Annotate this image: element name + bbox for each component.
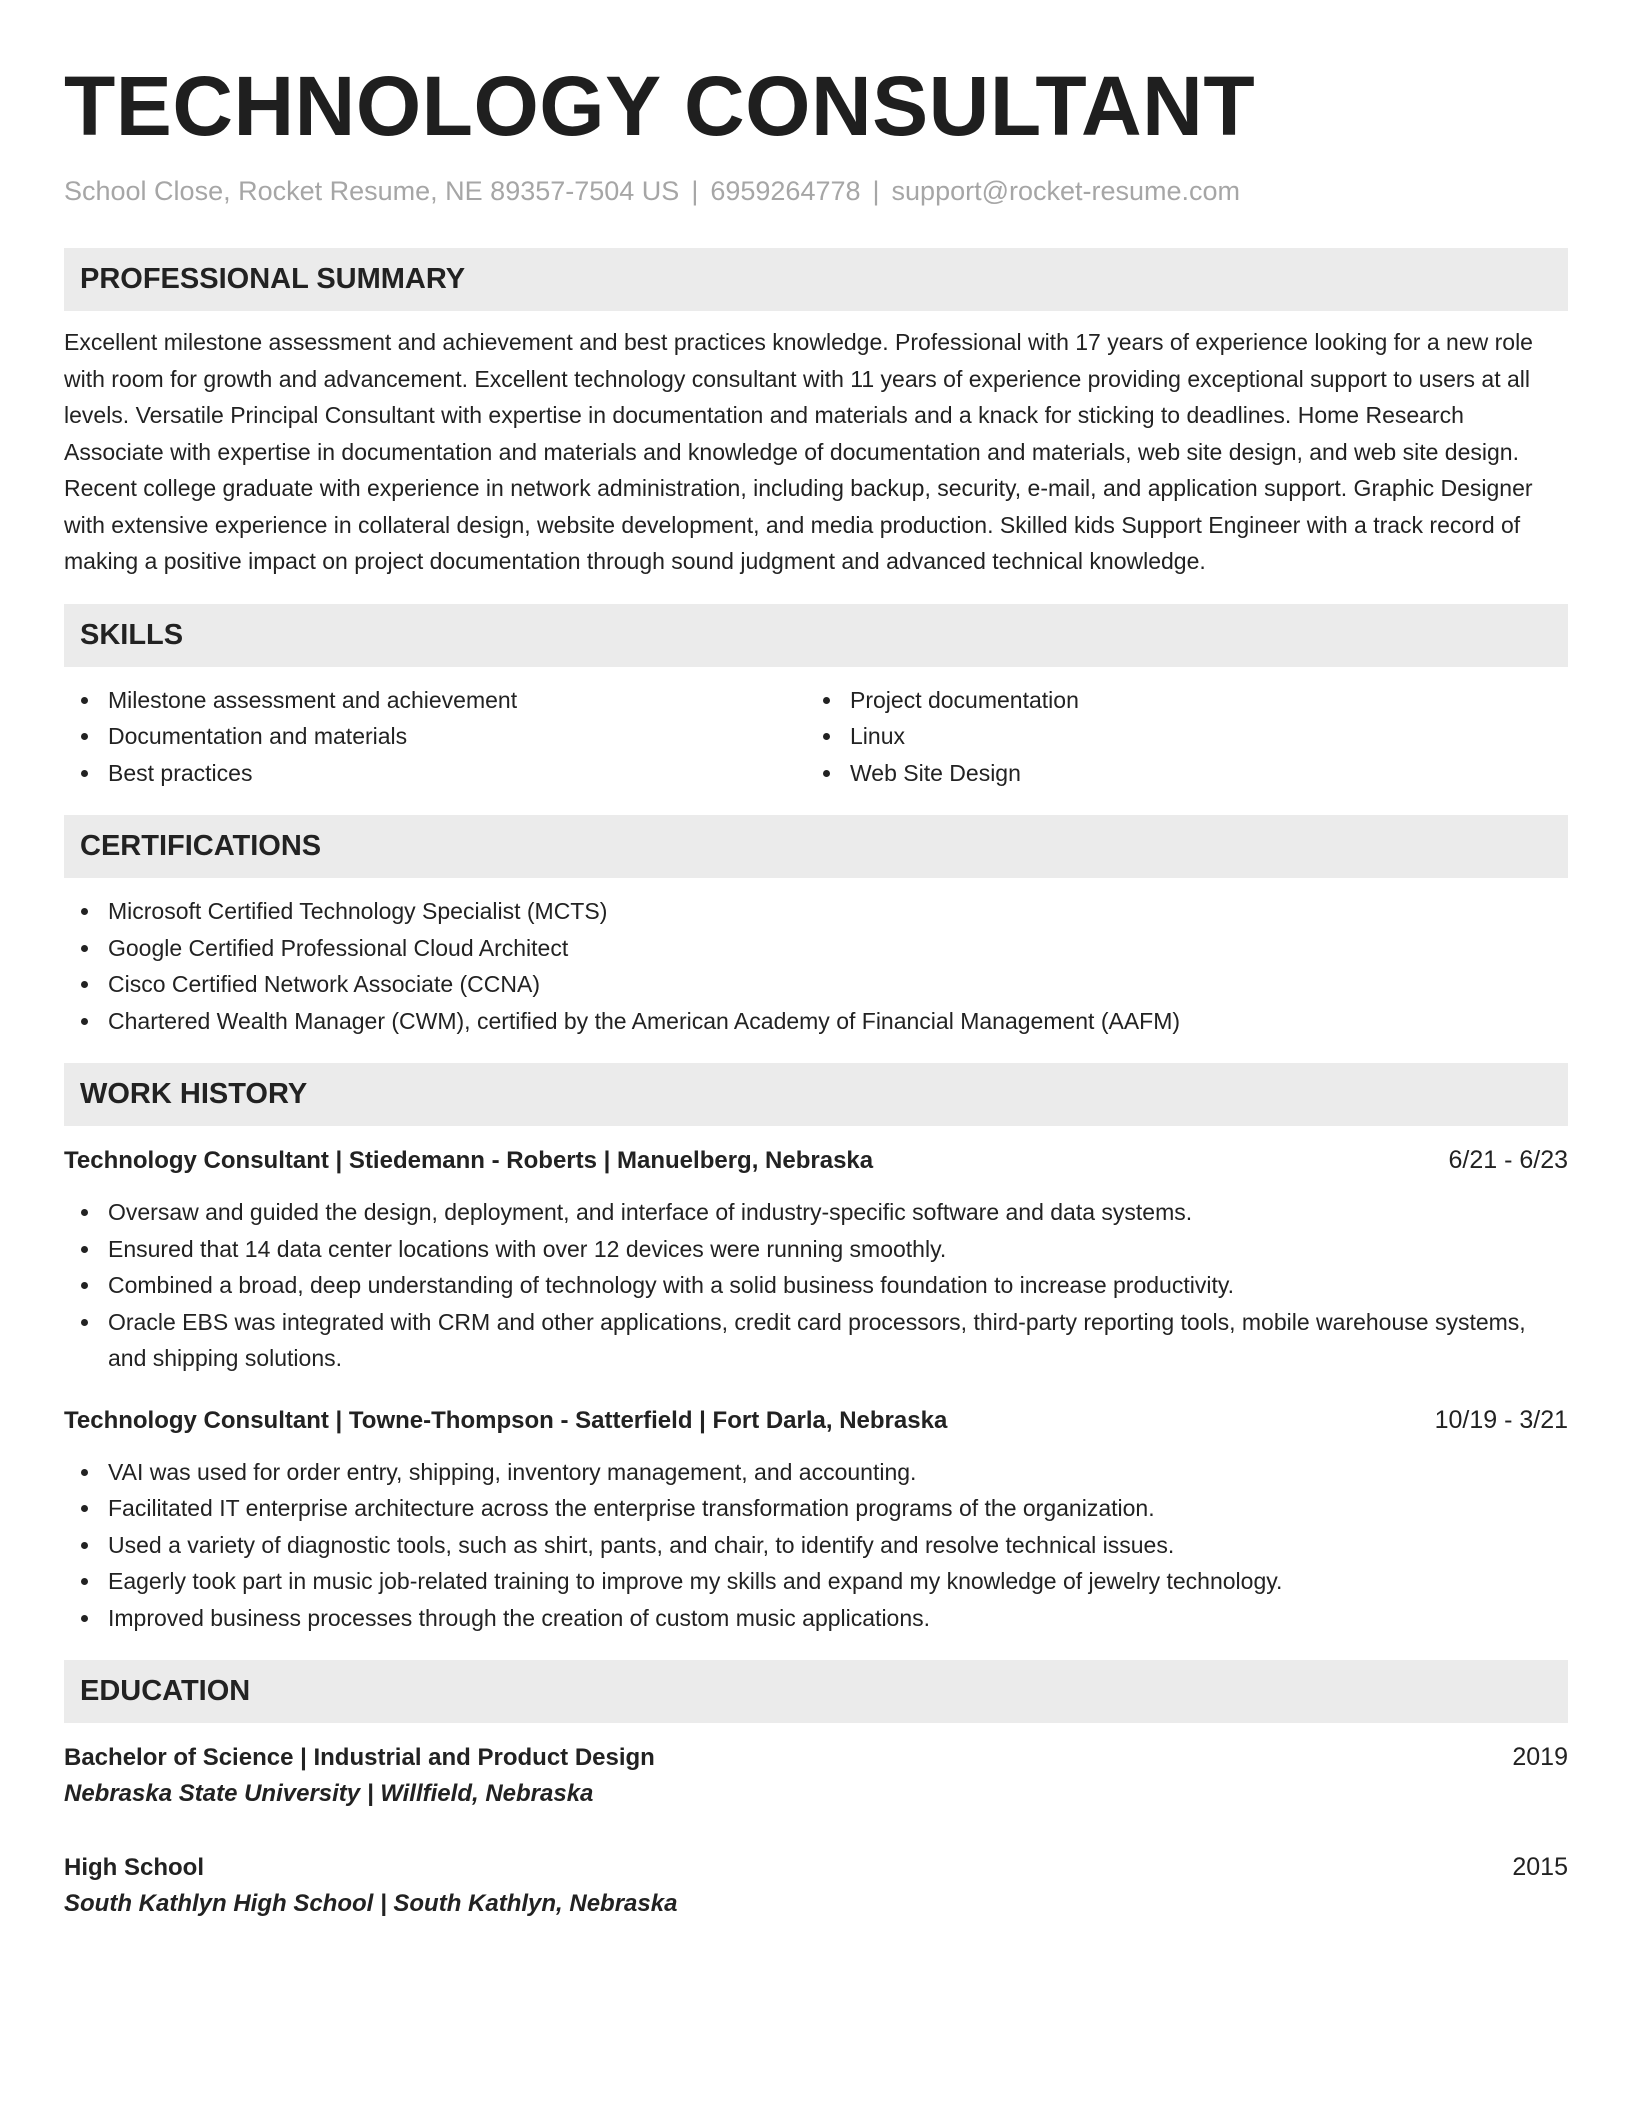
skill-item: Milestone assessment and achievement <box>64 682 806 719</box>
summary-text: Excellent milestone assessment and achievement and best practices knowledge. Professional with 17 years of experience looking for a new role with room for growth and advancement. Excellent technology consultant with 11 years of experience providing exceptional support to users at all levels. Versatile Principal Consultant with expertise in documentation and materials and a knack for sticking to deadlines. Home Research Associate with expertise in documentation and materials and knowledge of documentation and materials, web site design, and web site design. Recent college graduate with experience in network administration, including backup, security, e-mail, and application support. Graphic Designer with extensive experience in collateral design, website development, and media production. Skilled kids Support Engineer with a track record of making a positive impact on project documentation through sound judgment and advanced technical knowledge. <box>64 329 1533 574</box>
education-entry <box>64 1739 1568 1812</box>
skills-column-left <box>64 682 806 792</box>
job-bullet: VAI was used for order entry, shipping, inventory management, and accounting. <box>64 1454 1568 1491</box>
education-year: 2019 <box>1512 1743 1568 1771</box>
job-entry <box>64 1402 1568 1637</box>
certifications-list <box>64 893 1568 1039</box>
education-degree: High School <box>64 1854 204 1881</box>
certification-item: Google Certified Professional Cloud Architect <box>64 930 1568 967</box>
skills-column-right <box>806 682 1548 792</box>
contact-email: support@rocket-resume.com <box>891 176 1241 206</box>
job-header <box>64 1402 1568 1439</box>
section-heading-summary: PROFESSIONAL SUMMARY <box>64 248 1568 311</box>
job-bullets <box>64 1194 1568 1377</box>
job-bullet: Oversaw and guided the design, deployment, and interface of industry-specific software and data systems. <box>64 1194 1568 1231</box>
job-bullet: Combined a broad, deep understanding of technology with a solid business foundation to increase productivity. <box>64 1267 1568 1304</box>
section-heading-skills: SKILLS <box>64 604 1568 667</box>
contact-separator: | <box>872 176 880 206</box>
resume-name: TECHNOLOGY CONSULTANT <box>64 59 1256 153</box>
job-bullets <box>64 1454 1568 1637</box>
job-dates: 6/21 - 6/23 <box>1448 1146 1568 1174</box>
skill-item: Project documentation <box>806 682 1548 719</box>
certification-item: Microsoft Certified Technology Specialist (MCTS) <box>64 893 1568 930</box>
education-header <box>64 1739 1568 1776</box>
skill-item: Best practices <box>64 755 806 792</box>
education-degree: Bachelor of Science | Industrial and Product Design <box>64 1744 655 1771</box>
education-year: 2015 <box>1512 1853 1568 1881</box>
contact-address: School Close, Rocket Resume, NE 89357-7504 US <box>64 176 680 206</box>
certification-item: Cisco Certified Network Associate (CCNA) <box>64 966 1568 1003</box>
job-bullet: Oracle EBS was integrated with CRM and other applications, credit card processors, third-party reporting tools, mobile warehouse systems, and shipping solutions. <box>64 1304 1568 1377</box>
job-bullet: Facilitated IT enterprise architecture across the enterprise transformation programs of the organization. <box>64 1490 1568 1527</box>
job-bullet: Improved business processes through the creation of custom music applications. <box>64 1600 1568 1637</box>
job-dates: 10/19 - 3/21 <box>1434 1405 1568 1434</box>
contact-phone: 6959264778 <box>710 176 861 206</box>
certification-item: Chartered Wealth Manager (CWM), certified by the American Academy of Financial Management (AAFM) <box>64 1003 1568 1040</box>
education-entry <box>64 1849 1568 1922</box>
job-title: Technology Consultant | Stiedemann - Roberts | Manuelberg, Nebraska <box>64 1147 874 1174</box>
contact-line <box>64 174 1568 208</box>
job-bullet: Eagerly took part in music job-related training to improve my skills and expand my knowledge of jewelry technology. <box>64 1563 1568 1600</box>
contact-separator: | <box>691 176 699 206</box>
skills-list <box>64 682 1568 792</box>
job-header <box>64 1142 1568 1179</box>
education-school: South Kathlyn High School | South Kathlyn, Nebraska <box>64 1890 678 1917</box>
education-school: Nebraska State University | Willfield, Nebraska <box>64 1780 594 1807</box>
section-heading-education: EDUCATION <box>64 1660 1568 1723</box>
job-title: Technology Consultant | Towne-Thompson - Satterfield | Fort Darla, Nebraska <box>64 1406 948 1434</box>
section-heading-certifications: CERTIFICATIONS <box>64 815 1568 878</box>
job-entry <box>64 1142 1568 1377</box>
skill-item: Linux <box>806 718 1548 755</box>
job-bullet: Ensured that 14 data center locations with over 12 devices were running smoothly. <box>64 1231 1568 1268</box>
skill-item: Web Site Design <box>806 755 1548 792</box>
skill-item: Documentation and materials <box>64 718 806 755</box>
job-bullet: Used a variety of diagnostic tools, such as shirt, pants, and chair, to identify and resolve technical issues. <box>64 1527 1568 1564</box>
education-header <box>64 1849 1568 1886</box>
section-heading-work-history: WORK HISTORY <box>64 1063 1568 1126</box>
